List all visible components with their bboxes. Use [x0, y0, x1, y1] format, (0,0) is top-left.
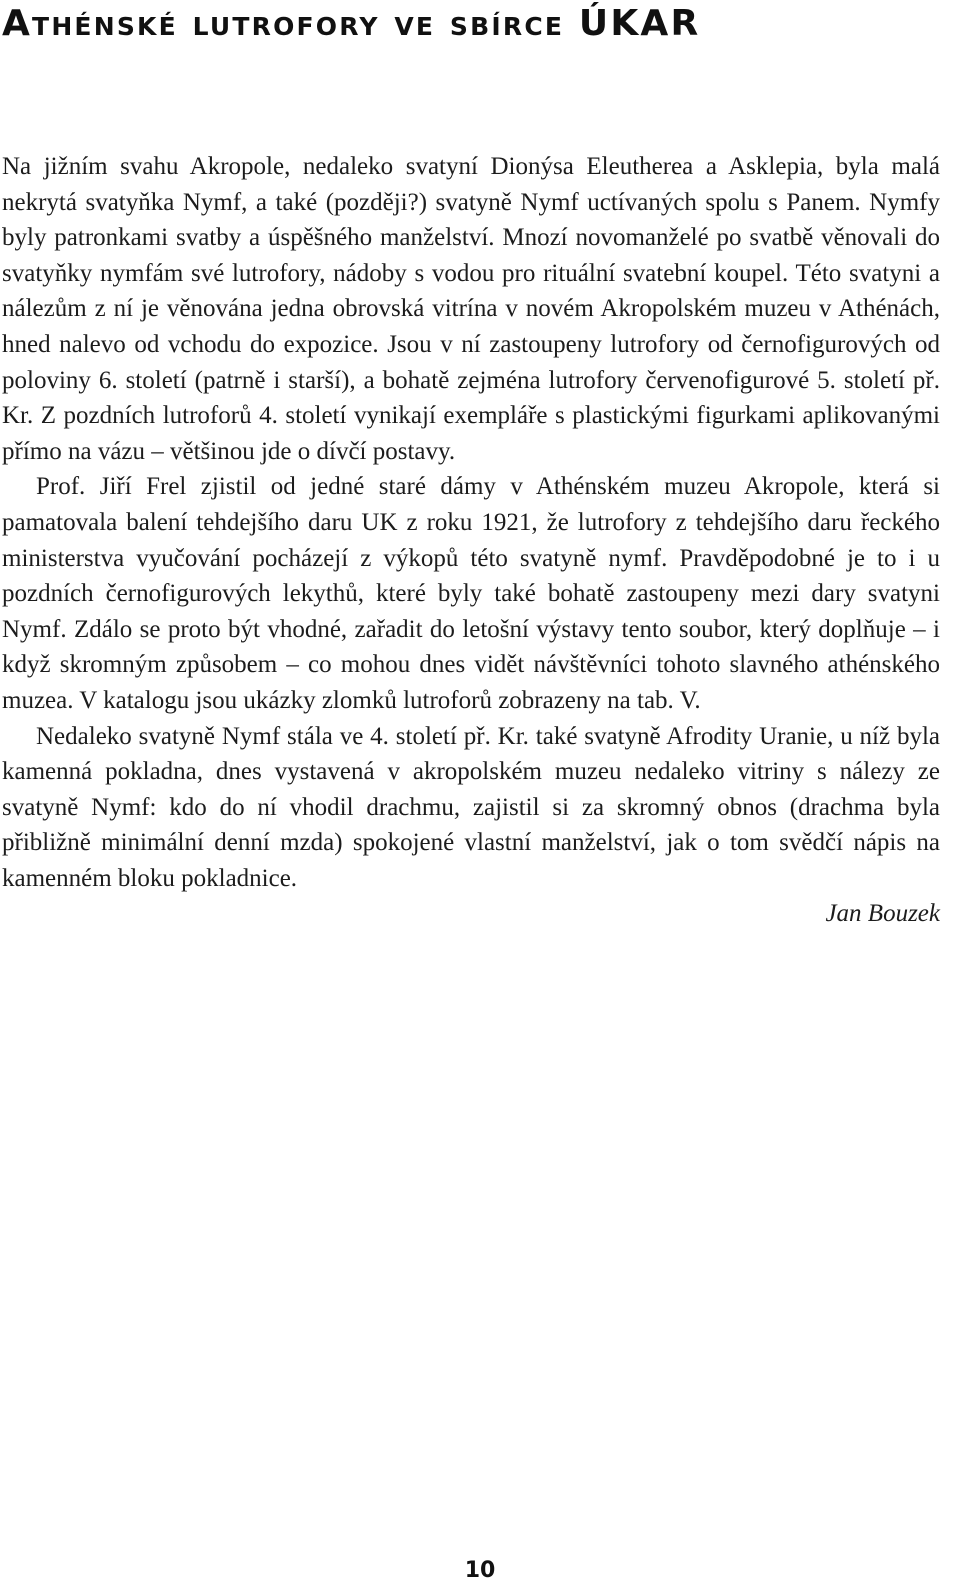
paragraph-2: Prof. Jiří Frel zjistil od jedné staré dámy v Athénském muzeu Akropole, která si pamatovala balení tehdejšího daru UK z roku 1921, že lutrofory z tehdejšího daru řeckého ministerstva vyučování pocházejí z výkopů této svatyně nymf. Pravděpodobné je to i u pozdních černofigurových lekythů, které byly také bohatě zastoupeny mezi dary svatyni Nymf. Zdálo se proto být vhodné, zařadit do letošní výstavy tento soubor, který doplňuje – i když skromným způsobem – co mohou dnes vidět návštěvníci tohoto slavného athénského muzea. V katalogu jsou ukázky zlomků lutroforů zobrazeny na tab. V.	[2, 473, 940, 714]
paragraph-3: Nedaleko svatyně Nymf stála ve 4. století př. Kr. také svatyně Afrodity Uranie, u níž byla kamenná pokladna, dnes vystavená v akropolském muzeu nedaleko vitriny s nálezy ze svatyně Nymf: kdo do ní vhodil drachmu, zajistil si za skromný obnos (drachma byla přibližně minimální denní mzda) spokojené vlastní manželství, jak o tom svědčí nápis na kamenném bloku pokladnice.	[2, 722, 940, 892]
author-signature: Jan Bouzek	[825, 900, 940, 928]
page-number: 10	[464, 1558, 496, 1583]
paragraph-1: Na jižním svahu Akropole, nedaleko svatyní Dionýsa Eleutherea a Asklepia, byla malá nekrytá svatyňka Nymf, a také (později?) svatyně Nymf uctívaných spolu s Panem. Nymfy byly patronkami svatby a úspěšného manželství. Mnozí novomanželé po svatbě věnovali do svatyňky nymfám své lutrofory, nádoby s vodou pro rituální svatební koupel. Této svatyni a nálezům z ní je věnována jedna obrovská vitrína v novém Akropolském muzeu v Athénách, hned nalevo od vchodu do expozice. Jsou v ní zastoupeny lutrofory od černofigurových od poloviny 6. století (patrně i starší), a bohatě zejména lutrofory červenofigurové 5. století př. Kr. Z pozdních lutroforů 4. století vynikají exempláře s plastickými figurkami aplikovanými přímo na vázu – většinou jde o dívčí postavy.	[2, 153, 940, 465]
page-title: Athénské lutrofory ve sbírce ÚKAR	[2, 3, 701, 44]
article-body	[2, 149, 940, 932]
